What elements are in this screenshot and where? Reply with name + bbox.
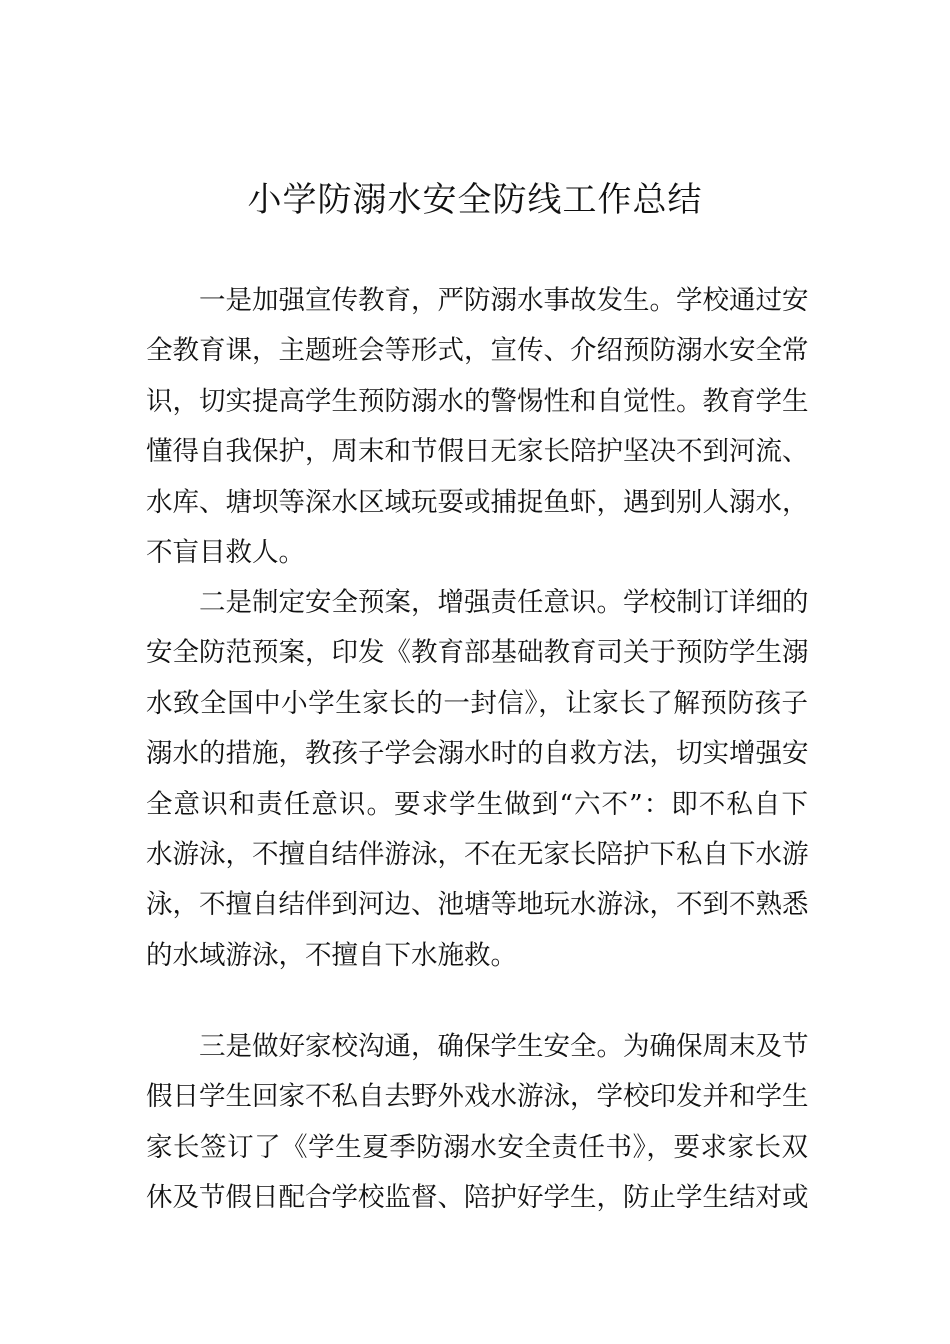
paragraph-line: 溺水的措施，教孩子学会溺水时的自救方法，切实增强安 — [146, 738, 809, 770]
document-title: 小学防溺水安全防线工作总结 — [247, 180, 703, 220]
paragraph-1 — [146, 276, 808, 578]
paragraph-line: 家长签订了《学生夏季防溺水安全责任书》，要求家长双 — [146, 1131, 808, 1163]
paragraph-line: 的水域游泳，不擅自下水施救。 — [146, 939, 517, 971]
paragraph-line: 水致全国中小学生家长的一封信》，让家长了解预防孩子 — [146, 687, 808, 719]
paragraph-3 — [146, 1022, 808, 1224]
paragraph-line: 全意识和责任意识。要求学生做到“六不”：即不私自下 — [146, 788, 808, 820]
paragraph-line: 休及节假日配合学校监督、陪护好学生，防止学生结对或 — [146, 1182, 809, 1214]
paragraph-line: 二是制定安全预案，增强责任意识。学校制订详细的 — [199, 587, 809, 618]
paragraph-line: 懂得自我保护，周末和节假日无家长陪护坚决不到河流、 — [146, 436, 809, 468]
paragraph-line: 不盲目救人。 — [146, 536, 305, 568]
paragraph-line: 假日学生回家不私自去野外戏水游泳，学校印发并和学生 — [146, 1081, 809, 1113]
paragraph-line: 识，切实提高学生预防溺水的警惕性和自觉性。教育学生 — [146, 385, 809, 417]
paragraph-line: 泳，不擅自结伴到河边、池塘等地玩水游泳，不到不熟悉 — [146, 889, 809, 921]
paragraph-line: 一是加强宣传教育，严防溺水事故发生。学校通过安 — [199, 285, 809, 316]
paragraph-line: 全教育课，主题班会等形式，宣传、介绍预防溺水安全常 — [146, 335, 809, 367]
paragraph-line: 水库、塘坝等深水区域玩耍或捕捉鱼虾，遇到别人溺水， — [146, 486, 809, 518]
paragraph-line: 三是做好家校沟通，确保学生安全。为确保周末及节 — [199, 1031, 809, 1062]
paragraph-line: 水游泳，不擅自结伴游泳，不在无家长陪护下私自下水游 — [146, 838, 809, 870]
paragraph-2 — [146, 578, 808, 981]
paragraph-line: 安全防范预案，印发《教育部基础教育司关于预防学生溺 — [146, 637, 809, 669]
